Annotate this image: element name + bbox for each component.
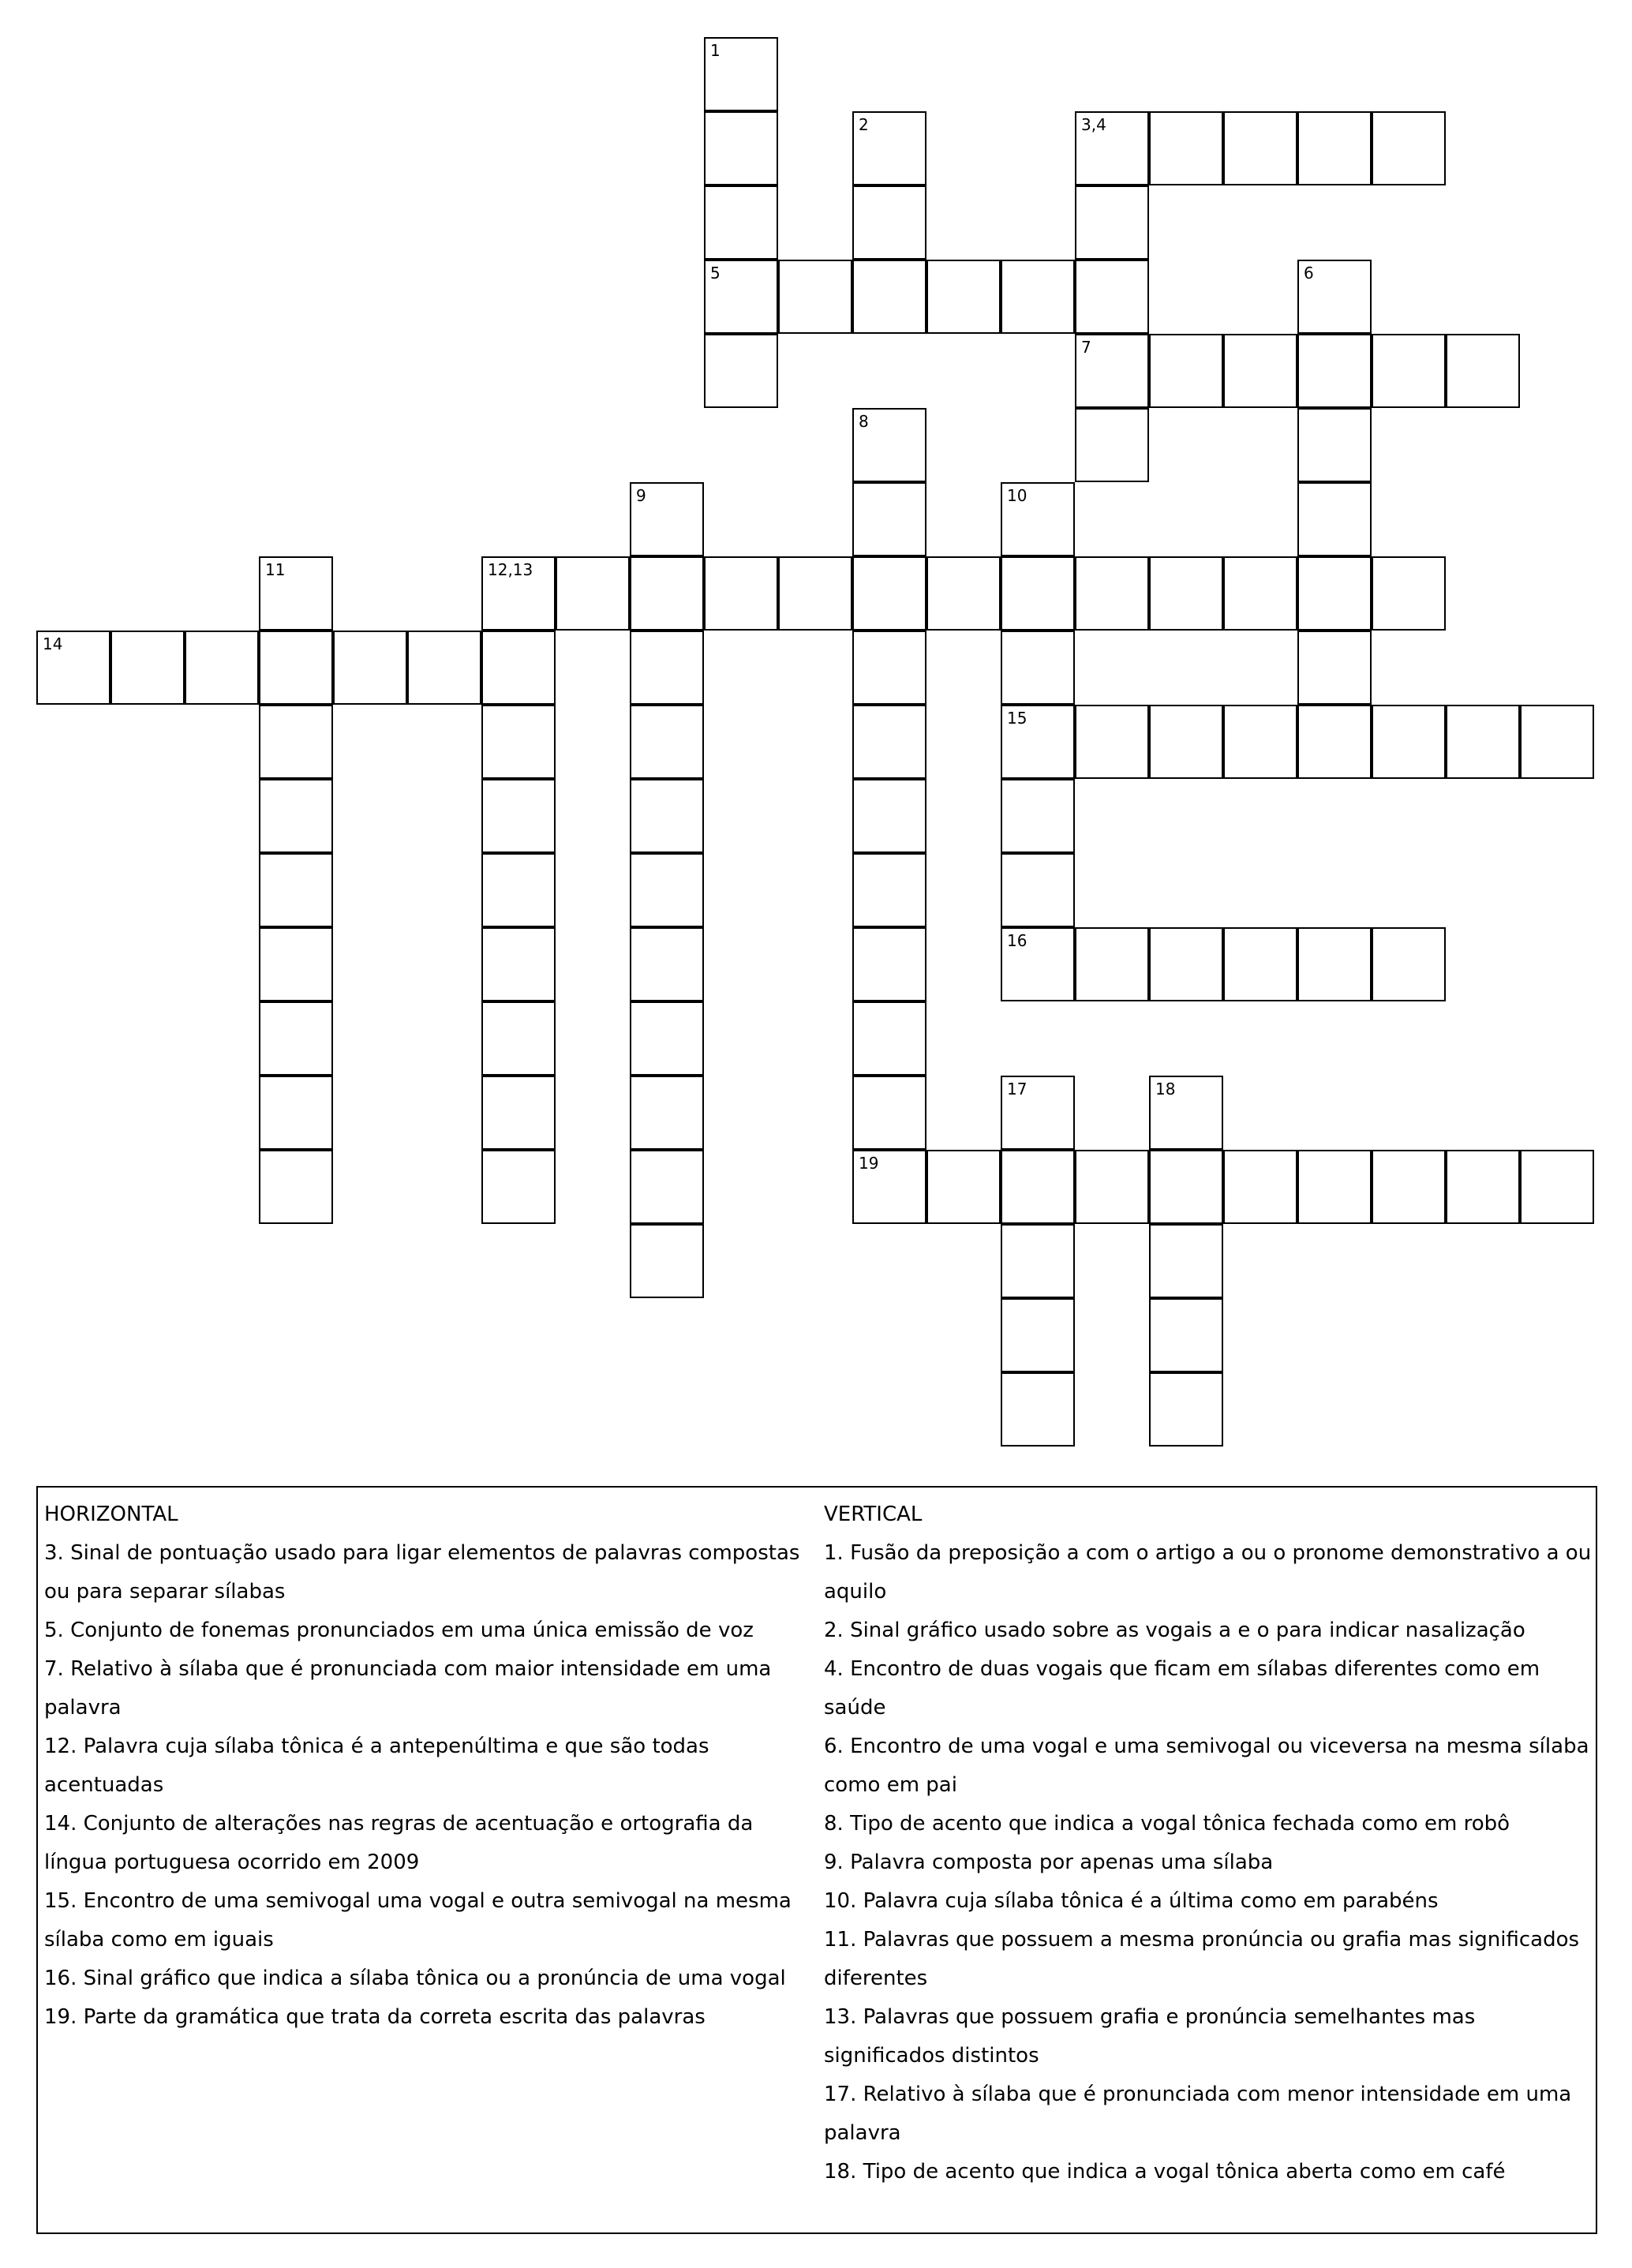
grid-cell[interactable] (1001, 853, 1075, 927)
grid-cell[interactable] (778, 556, 852, 631)
grid-cell[interactable] (1297, 1150, 1372, 1224)
vertical-title: VERTICAL (824, 1503, 923, 1526)
clue-horizontal-12: 12. Palavra cuja sílaba tônica é a antepenúltima e que são todas acentuadas (44, 1735, 709, 1797)
grid-cell[interactable] (481, 779, 556, 853)
clue-number: 3,4 (1081, 115, 1106, 134)
grid-cell[interactable] (1001, 1150, 1075, 1224)
clue-vertical-8: 8. Tipo de acento que indica a vogal tônica fechada como em robô (824, 1812, 1510, 1836)
clue-number: 18 (1155, 1080, 1176, 1098)
grid-cell[interactable] (1372, 334, 1446, 408)
grid-cell[interactable] (110, 631, 185, 705)
grid-cell[interactable] (926, 1150, 1001, 1224)
clue-number: 12,13 (488, 560, 533, 579)
grid-cell[interactable] (1223, 334, 1297, 408)
grid-cell[interactable] (259, 1150, 333, 1224)
clue-vertical-11: 11. Palavras que possuem a mesma pronúncia ou grafia mas significados diferentes (824, 1928, 1580, 1990)
grid-cell[interactable] (1001, 482, 1075, 556)
clue-horizontal-14: 14. Conjunto de alterações nas regras de acentuação e ortografia da língua portuguesa ocorrido em 2009 (44, 1812, 754, 1874)
clue-horizontal-5: 5. Conjunto de fonemas pronunciados em uma única emissão de voz (44, 1619, 754, 1642)
grid-cell[interactable] (1446, 705, 1520, 779)
grid-cell[interactable] (1223, 111, 1297, 185)
grid-cell[interactable] (852, 779, 926, 853)
grid-cell[interactable] (1075, 1150, 1149, 1224)
clue-vertical-1: 1. Fusão da preposição a com o artigo a ou o pronome demonstrativo a ou aquilo (824, 1541, 1592, 1604)
grid-cell[interactable] (630, 556, 704, 631)
clue-number: 5 (710, 264, 721, 283)
grid-cell[interactable] (259, 927, 333, 1001)
grid-cell[interactable] (1372, 111, 1446, 185)
clue-vertical-4: 4. Encontro de duas vogais que ficam em sílabas diferentes como em saúde (824, 1657, 1540, 1720)
grid-cell[interactable] (852, 111, 926, 185)
grid-cell[interactable] (704, 334, 778, 408)
grid-cell[interactable] (1223, 705, 1297, 779)
grid-cell[interactable] (185, 631, 259, 705)
grid-cell[interactable] (852, 408, 926, 482)
grid-cell[interactable] (1001, 556, 1075, 631)
grid-cell[interactable] (852, 1076, 926, 1150)
grid-cell[interactable] (259, 705, 333, 779)
grid-cell[interactable] (1075, 260, 1149, 334)
vertical-clues-column (824, 1495, 1593, 2191)
clue-vertical-18: 18. Tipo de acento que indica a vogal tônica aberta como em café (824, 2160, 1506, 2184)
grid-cell[interactable] (1149, 927, 1223, 1001)
grid-cell[interactable] (1001, 705, 1075, 779)
grid-cell[interactable] (1446, 1150, 1520, 1224)
grid-cell[interactable] (630, 705, 704, 779)
grid-cell[interactable] (852, 1001, 926, 1076)
grid-cell[interactable] (1075, 927, 1149, 1001)
grid-cell[interactable] (630, 631, 704, 705)
grid-cell[interactable] (1223, 556, 1297, 631)
grid-cell[interactable] (704, 556, 778, 631)
grid-cell[interactable] (1372, 556, 1446, 631)
grid-cell[interactable] (259, 1076, 333, 1150)
grid-cell[interactable] (704, 111, 778, 185)
grid-cell[interactable] (1372, 1150, 1446, 1224)
clue-number: 11 (265, 560, 286, 579)
clue-number: 6 (1304, 264, 1314, 283)
grid-cell[interactable] (1001, 779, 1075, 853)
grid-cell[interactable] (630, 1076, 704, 1150)
grid-cell[interactable] (630, 1224, 704, 1298)
grid-cell[interactable] (1297, 927, 1372, 1001)
grid-cell[interactable] (1149, 1372, 1223, 1447)
grid-cell[interactable] (852, 853, 926, 927)
grid-cell[interactable] (1001, 927, 1075, 1001)
grid-cell[interactable] (481, 1001, 556, 1076)
grid-cell[interactable] (407, 631, 481, 705)
grid-cell[interactable] (1075, 185, 1149, 260)
grid-cell[interactable] (1001, 1076, 1075, 1150)
grid-cell[interactable] (630, 779, 704, 853)
grid-cell[interactable] (1001, 260, 1075, 334)
grid-cell[interactable] (1001, 631, 1075, 705)
grid-cell[interactable] (852, 185, 926, 260)
grid-cell[interactable] (556, 556, 630, 631)
grid-cell[interactable] (1297, 334, 1372, 408)
clue-number: 15 (1007, 709, 1027, 728)
grid-cell[interactable] (852, 927, 926, 1001)
grid-cell[interactable] (1149, 334, 1223, 408)
horizontal-title: HORIZONTAL (44, 1503, 178, 1526)
grid-cell[interactable] (926, 260, 1001, 334)
grid-cell[interactable] (1149, 556, 1223, 631)
grid-cell[interactable] (1297, 556, 1372, 631)
clue-vertical-2: 2. Sinal gráfico usado sobre as vogais a e o para indicar nasalização (824, 1619, 1525, 1642)
grid-cell[interactable] (704, 185, 778, 260)
grid-cell[interactable] (1149, 111, 1223, 185)
clue-number: 10 (1007, 486, 1027, 505)
grid-cell[interactable] (1149, 1150, 1223, 1224)
grid-cell[interactable] (1520, 705, 1594, 779)
grid-cell[interactable] (1075, 705, 1149, 779)
grid-cell[interactable] (1149, 1298, 1223, 1372)
grid-cell[interactable] (1001, 1298, 1075, 1372)
grid-cell[interactable] (926, 556, 1001, 631)
clue-number: 8 (859, 412, 869, 431)
grid-cell[interactable] (630, 853, 704, 927)
grid-cell[interactable] (36, 631, 110, 705)
grid-cell[interactable] (481, 705, 556, 779)
grid-cell[interactable] (259, 631, 333, 705)
grid-cell[interactable] (704, 37, 778, 111)
clue-vertical-6: 6. Encontro de uma vogal e uma semivogal ou viceversa na mesma sílaba como em pai (824, 1735, 1589, 1797)
grid-cell[interactable] (1149, 705, 1223, 779)
clue-number: 2 (859, 115, 869, 134)
clue-number: 19 (859, 1154, 879, 1173)
grid-cell[interactable] (481, 927, 556, 1001)
grid-cell[interactable] (481, 631, 556, 705)
clue-horizontal-3: 3. Sinal de pontuação usado para ligar elementos de palavras compostas ou para separar sílabas (44, 1541, 800, 1604)
grid-cell[interactable] (852, 631, 926, 705)
grid-cell[interactable] (1001, 1224, 1075, 1298)
clues-box (36, 1486, 1597, 2234)
grid-cell[interactable] (1001, 1372, 1075, 1447)
grid-cell[interactable] (481, 853, 556, 927)
grid-cell[interactable] (1297, 631, 1372, 705)
grid-cell[interactable] (630, 1150, 704, 1224)
clue-horizontal-7: 7. Relativo à sílaba que é pronunciada com maior intensidade em uma palavra (44, 1657, 772, 1720)
grid-cell[interactable] (1446, 334, 1520, 408)
clue-number: 17 (1007, 1080, 1027, 1098)
grid-cell[interactable] (704, 260, 778, 334)
grid-cell[interactable] (1297, 111, 1372, 185)
clue-number: 9 (636, 486, 646, 505)
grid-cell[interactable] (1149, 1076, 1223, 1150)
grid-cell[interactable] (852, 260, 926, 334)
grid-cell[interactable] (481, 556, 556, 631)
grid-cell[interactable] (852, 1150, 926, 1224)
grid-cell[interactable] (1149, 1224, 1223, 1298)
grid-cell[interactable] (259, 779, 333, 853)
grid-cell[interactable] (852, 705, 926, 779)
grid-cell[interactable] (1372, 705, 1446, 779)
grid-cell[interactable] (1297, 482, 1372, 556)
grid-cell[interactable] (481, 1076, 556, 1150)
grid-cell[interactable] (259, 853, 333, 927)
clue-vertical-9: 9. Palavra composta por apenas uma sílaba (824, 1851, 1274, 1874)
grid-cell[interactable] (778, 260, 852, 334)
horizontal-clues-column (44, 1495, 818, 2037)
grid-cell[interactable] (630, 482, 704, 556)
grid-cell[interactable] (1223, 927, 1297, 1001)
grid-cell[interactable] (1520, 1150, 1594, 1224)
clue-vertical-17: 17. Relativo à sílaba que é pronunciada com menor intensidade em uma palavra (824, 2083, 1572, 2145)
clue-vertical-10: 10. Palavra cuja sílaba tônica é a última como em parabéns (824, 1889, 1439, 1913)
grid-cell[interactable] (630, 927, 704, 1001)
grid-cell[interactable] (1297, 408, 1372, 482)
grid-cell[interactable] (630, 1001, 704, 1076)
grid-cell[interactable] (852, 482, 926, 556)
grid-cell[interactable] (1075, 556, 1149, 631)
grid-cell[interactable] (852, 556, 926, 631)
grid-cell[interactable] (481, 1150, 556, 1224)
grid-cell[interactable] (259, 556, 333, 631)
clue-horizontal-19: 19. Parte da gramática que trata da correta escrita das palavras (44, 2005, 706, 2029)
grid-cell[interactable] (1297, 260, 1372, 334)
grid-cell[interactable] (1075, 408, 1149, 482)
grid-cell[interactable] (1075, 111, 1149, 185)
clue-number: 16 (1007, 931, 1027, 950)
grid-cell[interactable] (333, 631, 407, 705)
grid-cell[interactable] (1223, 1150, 1297, 1224)
grid-cell[interactable] (1297, 705, 1372, 779)
clue-horizontal-16: 16. Sinal gráfico que indica a sílaba tônica ou a pronúncia de uma vogal (44, 1967, 786, 1990)
grid-cell[interactable] (259, 1001, 333, 1076)
grid-cell[interactable] (1075, 334, 1149, 408)
clue-number: 14 (43, 634, 63, 653)
clue-number: 1 (710, 41, 721, 60)
clue-vertical-13: 13. Palavras que possuem grafia e pronúncia semelhantes mas significados distintos (824, 2005, 1476, 2068)
clue-number: 7 (1081, 338, 1091, 357)
clue-horizontal-15: 15. Encontro de uma semivogal uma vogal e outra semivogal na mesma sílaba como em iguais (44, 1889, 792, 1952)
grid-cell[interactable] (1372, 927, 1446, 1001)
